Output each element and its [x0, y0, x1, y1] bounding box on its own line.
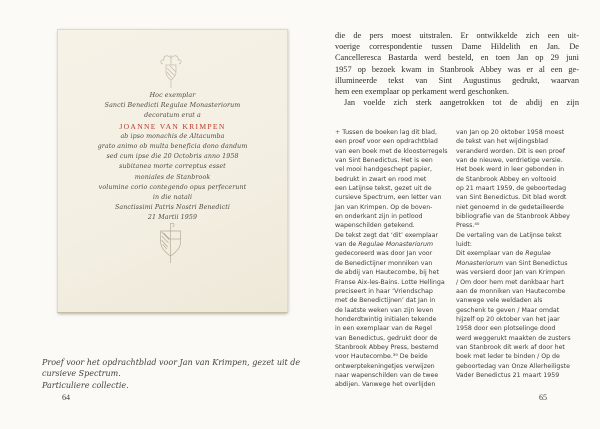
- note-line: luidt:: [456, 241, 472, 249]
- page-number-left: 64: [62, 393, 70, 402]
- note-line: [456, 249, 580, 258]
- note-line: Jan van Krimpen. Op de boven-: [335, 203, 433, 211]
- dedication-line: in die natali: [152, 194, 193, 202]
- dedication-text: [58, 91, 287, 224]
- note-line: / Om door hem met dankbaar hart: [456, 278, 564, 286]
- note-line: Stanbrook Abbey Press, bestemd: [335, 343, 439, 351]
- dedication-line: Sancti Benedicti Regulae Monasteriorum: [104, 102, 241, 110]
- pencil-shield-sketch-icon: [155, 221, 185, 267]
- note-line: van Benedictus, gedrukt door de: [335, 334, 438, 342]
- pencil-crest-sketch-icon: [153, 52, 187, 92]
- intro-line: Cancelleresca Bastarda werd besteld, en toen Jan op 29 juni: [335, 53, 579, 63]
- note-line: bibliografie van de Stanbrook Abbey: [456, 213, 570, 221]
- dedication-line: volumine corio contegendo opus perfecerunt: [98, 183, 247, 191]
- note-line: van de nieuwe, verdrietige versie.: [456, 157, 563, 165]
- note-line: de tekst van het wijdingsblad: [456, 138, 548, 146]
- note-line: De vertaling van de Latijnse tekst: [456, 231, 562, 239]
- note-line: vanwege vele weldaden als: [456, 297, 543, 305]
- dedication-line: JOANNE VAN KRIMPEN: [119, 121, 226, 131]
- note-line: honderdtwintig initialen tekende: [335, 315, 437, 323]
- text-segment: Tussen de boeken lag dit blad,: [340, 129, 437, 136]
- note-line: een proef voor een opdrachtblad: [335, 138, 438, 146]
- note-line: 1958 door een plotselinge dood: [456, 325, 556, 333]
- dedication-line: decoratum erat a: [144, 112, 201, 120]
- text-segment: van Sint Benedictus: [503, 259, 568, 267]
- note-line: voor Hautecombe.³⁹ De beide: [335, 353, 428, 361]
- intro-line: voerige correspondentie tussen Dame Hildelith en Jan. De: [335, 42, 579, 52]
- text-segment: Regulae Monasteriorum: [358, 241, 434, 249]
- note-line: Franse Aix-les-Bains. Lotte Hellinga: [335, 278, 445, 286]
- note-line: Het boek werd in leer gebonden in: [456, 166, 565, 174]
- dedication-marker-icon: +: [335, 129, 341, 136]
- note-line: aan de monniken van Hautecombe: [456, 287, 566, 295]
- dedication-line: Sanctissimi Patris Nostri Benedicti: [115, 204, 230, 212]
- dedication-line: subitanea morte correptus esset: [119, 163, 226, 171]
- margin-note-column-right: [456, 128, 580, 380]
- note-line: de laatste weken van zijn leven: [335, 306, 434, 314]
- note-line: was versierd door Jan van Krimpen: [456, 269, 565, 277]
- note-line: van Sint Benedictus. Dit blad wordt: [456, 194, 567, 202]
- dedication-line: Hoc exemplar: [149, 92, 196, 99]
- note-line: geschenk te geven / Maar omdat: [456, 306, 560, 314]
- note-line: de Stanbrook Abbey en voltooid: [456, 175, 557, 183]
- text-segment: van de: [335, 241, 359, 249]
- dedication-line: moniales de Stanbrook: [134, 173, 211, 181]
- note-line: bedrukt in zwart en rood met: [335, 175, 427, 183]
- note-line: de abdij van Hautecombe, bij het: [335, 269, 439, 277]
- note-line: abdijen. Vanwege het overlijden: [335, 381, 436, 389]
- proof-sheet-photo: [57, 29, 288, 313]
- note-line: met de Benedictijnen’ dat Jan in: [335, 297, 436, 305]
- note-line: cursieve Spectrum, een letter van: [335, 194, 442, 202]
- note-line: De tekst zegt dat ‘dit’ exemplaar: [335, 231, 439, 239]
- text-segment: Monasteriorum: [456, 259, 504, 267]
- note-line: Vader Benedictus 21 maart 1959: [456, 371, 560, 379]
- note-line: vel mooi handgeschept papier,: [335, 166, 432, 174]
- note-line: een Latijnse tekst, gezet uit de: [335, 185, 432, 193]
- note-line: boek met leder te binden / Op de: [456, 353, 560, 361]
- caption-line: Particuliere collectie.: [42, 380, 129, 390]
- dedication-line: ab ipso monachis de Altacumba: [120, 132, 225, 140]
- note-line: op 21 maart 1959, de geboortedag: [456, 185, 567, 193]
- note-line: de Benedictijner monniken van: [335, 259, 433, 267]
- intro-line: hem een exemplaar op perkament werd geschonken.: [335, 87, 509, 97]
- note-line: naar wapenschilden van de twee: [335, 371, 439, 379]
- note-line: [335, 240, 449, 249]
- note-line: preciseert in haar ‘Vriendschap: [335, 287, 433, 295]
- caption-line: Proef voor het opdrachtblad voor Jan van Krimpen, gezet uit de cursieve Spectrum.: [42, 358, 301, 379]
- note-line: Press.⁴⁰: [456, 222, 480, 230]
- text-segment: Dit exemplaar van de: [456, 250, 526, 258]
- note-line: van Jan op 20 oktober 1958 moest: [456, 129, 565, 136]
- text-segment: Regulae: [525, 250, 551, 258]
- note-line: niet genoemd in de gedetailleerde: [456, 203, 564, 211]
- note-line: wapenschilden getekend.: [335, 222, 415, 230]
- note-line: werd weggerukt maakten de zusters: [456, 334, 571, 342]
- note-line: en onderkant zijn in potlood: [335, 213, 423, 221]
- note-line: van Stanbrook dit werk af door het: [456, 343, 565, 351]
- note-line: [456, 259, 580, 268]
- note-line: in een exemplaar van de Regel: [335, 325, 433, 333]
- note-line: ontwerptekeningetjes verwijzen: [335, 362, 435, 370]
- intro-line: die de pers moest uitstralen. Er ontwikkelde zich een uit-: [335, 31, 579, 40]
- intro-paragraph: [335, 30, 579, 108]
- note-line: veranderd worden. Dit is een proef: [456, 147, 565, 155]
- intro-line: illumineerde tekst van Sint Augustinus gedrukt, waarvan: [335, 75, 579, 85]
- dedication-line: grato animo ob multa beneficia dono dandum: [97, 143, 248, 151]
- page-number-right: 65: [539, 393, 547, 402]
- note-line: hijzelf op 20 oktober van het jaar: [456, 315, 560, 323]
- intro-line: Jan voelde zich sterk aangetrokken tot de abdij en zijn: [344, 98, 579, 108]
- note-line: van Sint Benedictus. Het is een: [335, 157, 433, 165]
- photo-caption: [42, 357, 302, 391]
- note-line: geboortedag van Onze Allerheiligste: [456, 362, 570, 370]
- note-line: gedecoreerd was door Jan voor: [335, 250, 433, 258]
- note-line: [335, 128, 449, 137]
- intro-line: 1957 op bezoek kwam in Stanbrook Abbey was er al een ge-: [335, 64, 579, 74]
- margin-note-column-left: [335, 128, 449, 390]
- dedication-line: sed cum ipse die 20 Octobris anno 1958: [106, 153, 239, 161]
- note-line: van een boek met de kloosterregels: [335, 147, 448, 155]
- dedication-line: 21 Martii 1959: [147, 214, 198, 222]
